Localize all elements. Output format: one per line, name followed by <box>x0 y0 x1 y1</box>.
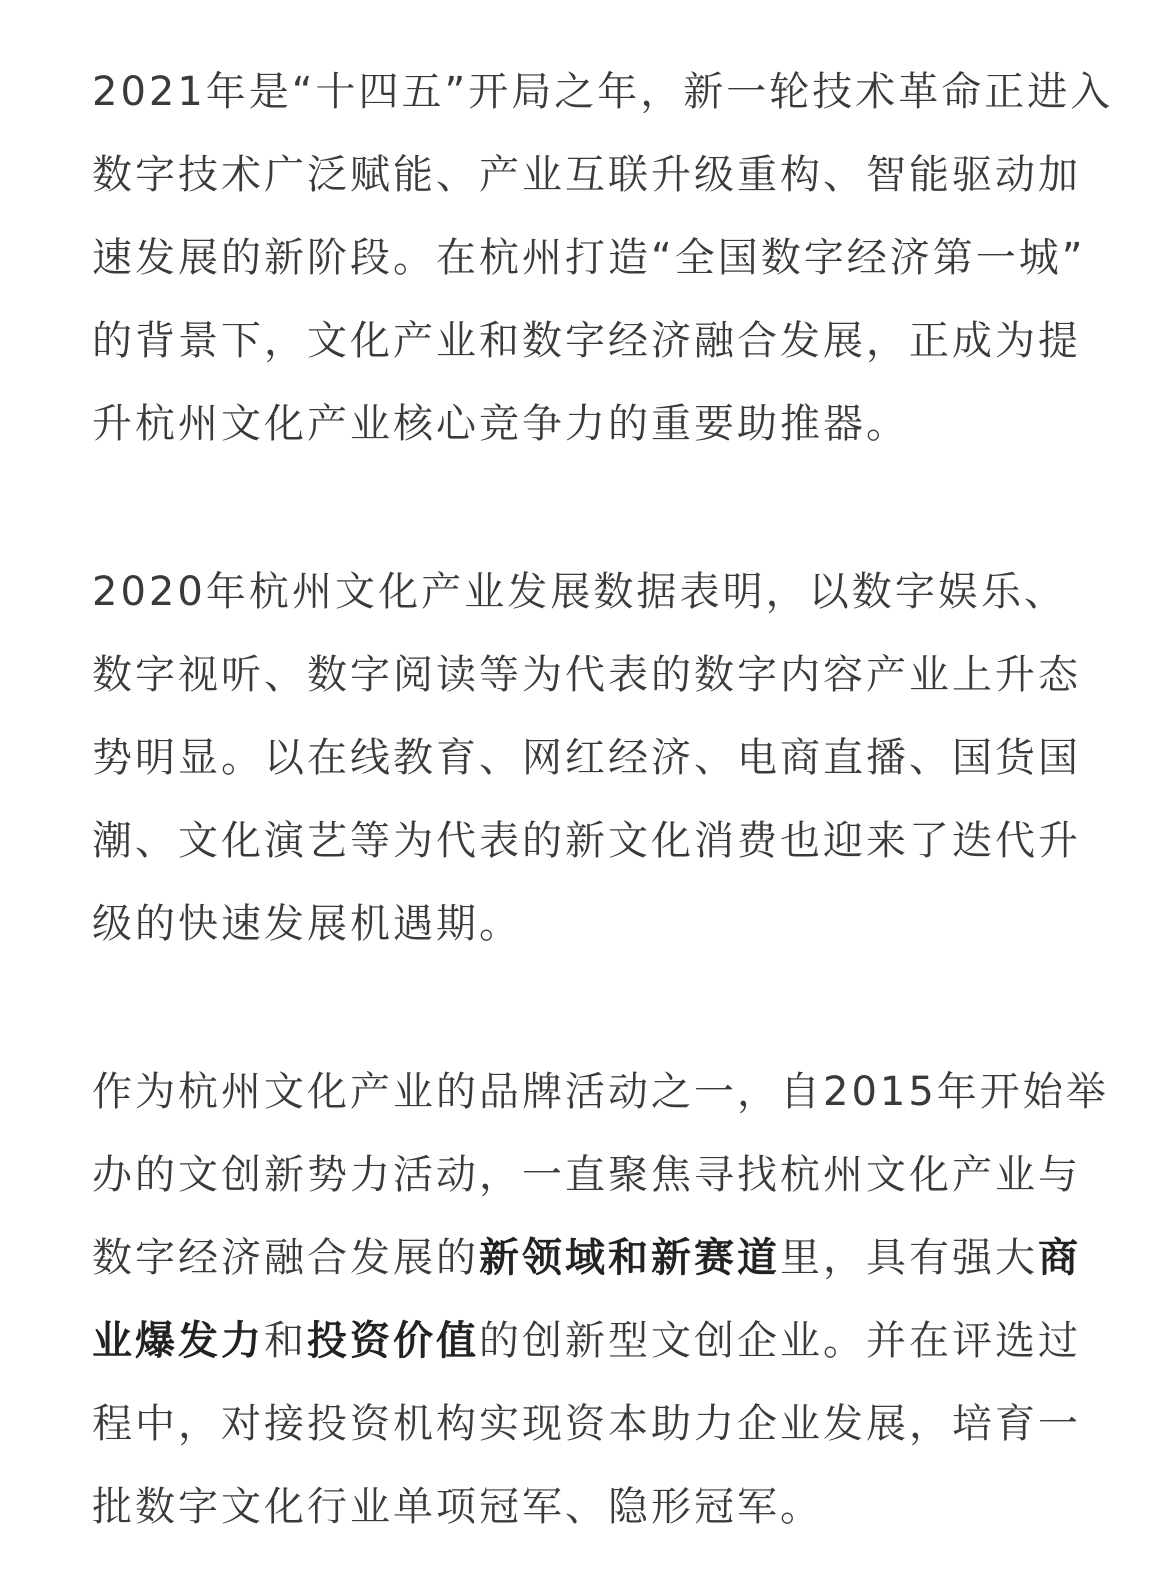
text-line: 程中，对接投资机构实现资本助力企业发展，培育一 <box>92 1401 1081 1447</box>
bold-highlight: 商 <box>1038 1235 1081 1281</box>
text-line: 潮、文化演艺等为代表的新文化消费也迎来了迭代升 <box>92 818 1081 864</box>
text-line: 的背景下，文化产业和数字经济融合发展，正成为提 <box>92 318 1081 364</box>
text-line: 级的快速发展机遇期。 <box>92 901 522 947</box>
text-segment: 和 <box>264 1318 307 1364</box>
paragraph-3 <box>92 1051 1109 1549</box>
text-line: 2020年杭州文化产业发展数据表明，以数字娱乐、 <box>92 569 1067 615</box>
text-line-mixed <box>92 1217 1081 1300</box>
text-line: 作为杭州文化产业的品牌活动之一，自2015年开始举 <box>92 1069 1109 1115</box>
text-line: 升杭州文化产业核心竞争力的重要助推器。 <box>92 401 909 447</box>
text-line: 势明显。以在线教育、网红经济、电商直播、国货国 <box>92 735 1081 781</box>
text-line: 2021年是“十四五”开局之年，新一轮技术革命正进入 <box>92 69 1114 115</box>
text-line: 速发展的新阶段。在杭州打造“全国数字经济第一城” <box>92 235 1086 281</box>
paragraph-2 <box>92 551 1081 966</box>
bold-highlight: 投资价值 <box>307 1318 479 1364</box>
text-line-mixed <box>92 1300 1081 1383</box>
text-line: 数字视听、数字阅读等为代表的数字内容产业上升态 <box>92 652 1081 698</box>
bold-highlight: 业爆发力 <box>92 1318 264 1364</box>
text-segment: 里，具有强大 <box>780 1235 1038 1281</box>
text-line: 办的文创新势力活动，一直聚焦寻找杭州文化产业与 <box>92 1152 1081 1198</box>
article-body <box>92 51 1114 1549</box>
text-line: 批数字文化行业单项冠军、隐形冠军。 <box>92 1484 823 1530</box>
bold-highlight: 新领域和新赛道 <box>479 1235 780 1281</box>
paragraph-1 <box>92 51 1114 466</box>
text-segment: 数字经济融合发展的 <box>92 1235 479 1281</box>
text-segment: 的创新型文创企业。并在评选过 <box>479 1318 1081 1364</box>
text-line: 数字技术广泛赋能、产业互联升级重构、智能驱动加 <box>92 152 1081 198</box>
